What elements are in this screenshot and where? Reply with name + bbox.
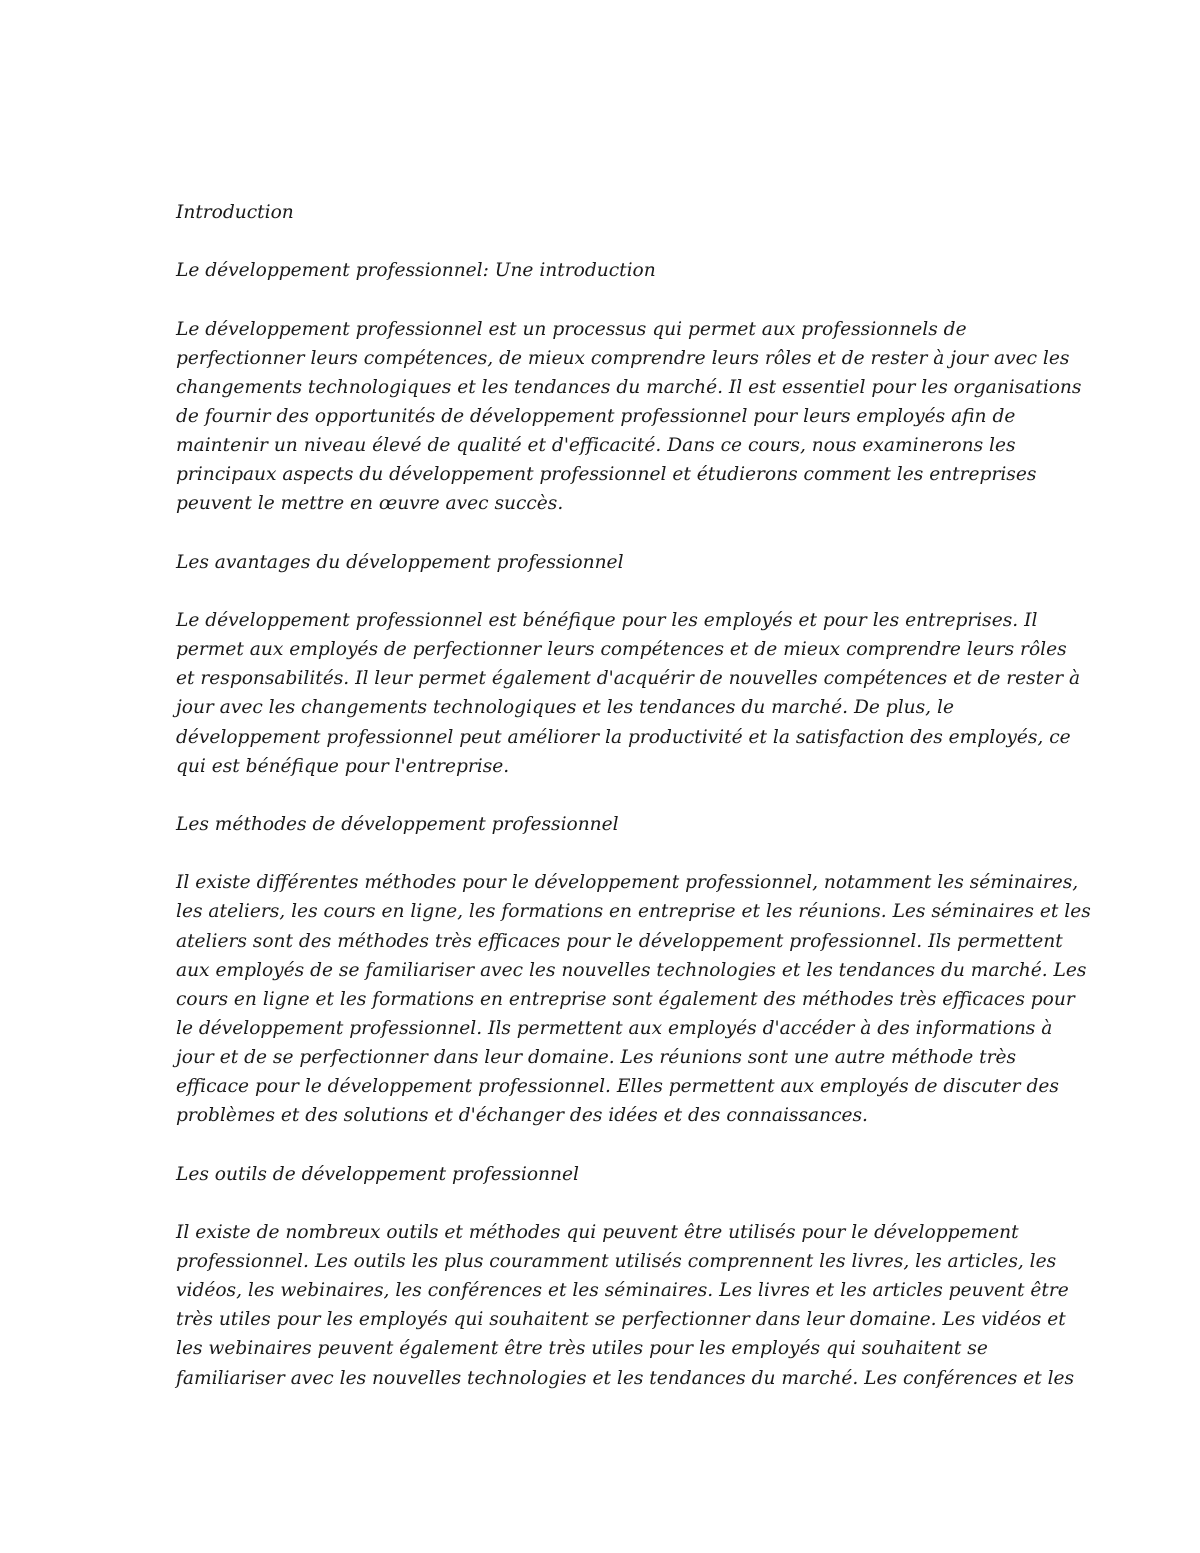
- body-paragraph: [176, 315, 1082, 519]
- text-line: perfectionner leurs compétences, de mieux comprendre leurs rôles et de rester à jour avec les: [176, 347, 1070, 369]
- section-heading: [176, 548, 1026, 577]
- section-heading: [176, 810, 1026, 839]
- text-line: développement professionnel peut améliorer la productivité et la satisfaction des employés, ce: [176, 726, 1071, 748]
- text-line: les ateliers, les cours en ligne, les formations en entreprise et les réunions. Les séminaires et les: [176, 901, 1091, 923]
- text-line: très utiles pour les employés qui souhaitent se perfectionner dans leur domaine. Les vidéos et: [176, 1309, 1066, 1331]
- text-line: permet aux employés de perfectionner leurs compétences et de mieux comprendre leurs rôles: [176, 639, 1067, 661]
- text-line: familiariser avec les nouvelles technologies et les tendances du marché. Les conférences et les: [176, 1367, 1075, 1389]
- text-line: Il existe de nombreux outils et méthodes qui peuvent être utilisés pour le développement: [176, 1221, 1019, 1243]
- text-line: Il existe différentes méthodes pour le développement professionnel, notamment les séminaires,: [176, 872, 1079, 894]
- text-line: Les avantages du développement professionnel: [176, 551, 624, 573]
- text-line: jour avec les changements technologiques et les tendances du marché. De plus, le: [176, 697, 954, 719]
- text-line: changements technologiques et les tendances du marché. Il est essentiel pour les organisations: [176, 376, 1082, 398]
- text-line: problèmes et des solutions et d'échanger des idées et des connaissances.: [176, 1105, 868, 1127]
- text-line: vidéos, les webinaires, les conférences et les séminaires. Les livres et les articles peuvent être: [176, 1280, 1069, 1302]
- text-line: les webinaires peuvent également être très utiles pour les employés qui souhaitent se: [176, 1338, 988, 1360]
- text-line: efficace pour le développement professionnel. Elles permettent aux employés de discuter des: [176, 1076, 1059, 1098]
- section-subtitle: [176, 256, 1026, 285]
- text-line: aux employés de se familiariser avec les nouvelles technologies et les tendances du marché. Les: [176, 959, 1087, 981]
- text-line: principaux aspects du développement professionnel et étudierons comment les entreprises: [176, 464, 1037, 486]
- text-line: peuvent le mettre en œuvre avec succès.: [176, 493, 564, 515]
- body-paragraph: [176, 606, 1081, 781]
- text-line: Le développement professionnel est bénéfique pour les employés et pour les entreprises. Il: [176, 609, 1038, 631]
- section-heading: [176, 1160, 1026, 1189]
- body-paragraph: [176, 1218, 1075, 1393]
- text-line: jour et de se perfectionner dans leur domaine. Les réunions sont une autre méthode très: [176, 1047, 1017, 1069]
- body-paragraph: [176, 868, 1091, 1130]
- text-line: Les outils de développement professionnel: [176, 1163, 579, 1185]
- text-line: qui est bénéfique pour l'entreprise.: [176, 755, 510, 777]
- text-line: Les méthodes de développement professionnel: [176, 813, 619, 835]
- text-line: Le développement professionnel est un processus qui permet aux professionnels de: [176, 318, 967, 340]
- document-body: [176, 198, 1091, 1422]
- text-line: cours en ligne et les formations en entreprise sont également des méthodes très efficaces pour: [176, 988, 1075, 1010]
- text-line: le développement professionnel. Ils permettent aux employés d'accéder à des informations à: [176, 1017, 1053, 1039]
- text-line: et responsabilités. Il leur permet également d'acquérir de nouvelles compétences et de rester à: [176, 668, 1081, 690]
- text-line: professionnel. Les outils les plus couramment utilisés comprennent les livres, les articles, les: [176, 1251, 1057, 1273]
- text-line: Introduction: [176, 202, 294, 223]
- text-line: ateliers sont des méthodes très efficaces pour le développement professionnel. Ils permettent: [176, 930, 1063, 952]
- text-line: Le développement professionnel: Une introduction: [176, 260, 656, 282]
- text-line: maintenir un niveau élevé de qualité et d'efficacité. Dans ce cours, nous examinerons les: [176, 435, 1016, 457]
- text-line: de fournir des opportunités de développement professionnel pour leurs employés afin de: [176, 405, 1016, 427]
- section-heading-introduction: [176, 198, 1026, 227]
